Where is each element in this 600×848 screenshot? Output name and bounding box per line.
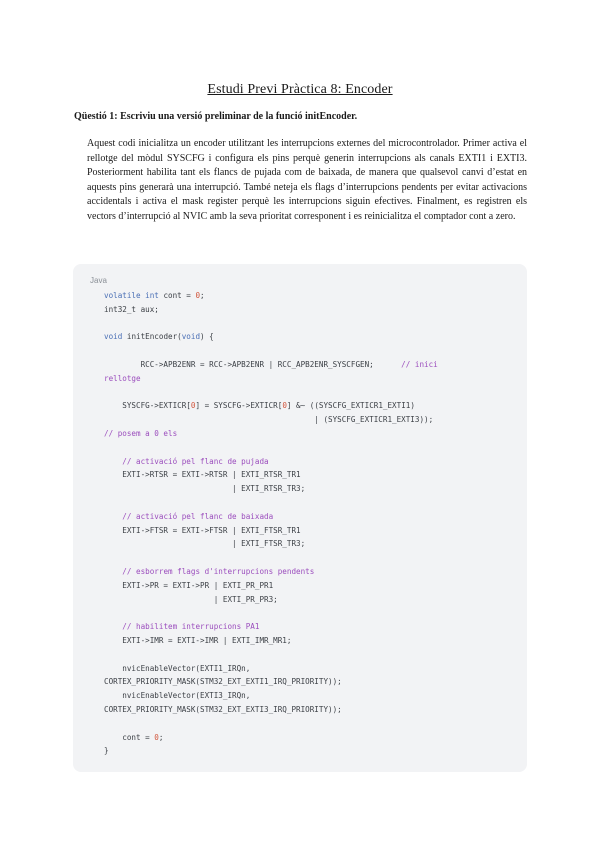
code-line [104, 565, 438, 579]
code-line [104, 399, 438, 413]
code-token: 0 [195, 291, 201, 300]
code-line [104, 675, 438, 689]
code-line [104, 289, 438, 303]
code-token: rellotge [104, 373, 141, 383]
code-line [104, 524, 438, 538]
paragraph-line: d’interrupcions pendents per evitar activacions accidentals i activa el mask register perquè les [87, 181, 528, 208]
code-token [104, 457, 122, 466]
code-token: // posem a 0 els [104, 428, 178, 438]
code-token: nvicEnableVector(EXTI1_IRQn, [104, 663, 251, 673]
code-line [104, 372, 438, 386]
code-token: nvicEnableVector(EXTI3_IRQn, [104, 691, 251, 701]
code-token: CORTEX_PRIORITY_MASK(STM32_EXT_EXTI1_IRQ_PRIORITY)); [104, 677, 342, 687]
code-line [104, 482, 438, 496]
code-token: void [181, 332, 201, 342]
code-token: RCC->APB2ENR = RCC->APB2ENR | RCC_APB2ENR_SYSCFGEN; [104, 359, 402, 369]
paragraph-line: que qualsevol canvi d’estat en aquests pins generarà una interrupció. També neteja els flags [87, 167, 528, 193]
code-token: 0 [154, 732, 159, 742]
code-line [104, 620, 438, 634]
code-token: | EXTI_FTSR_TR3; [104, 539, 306, 549]
code-token: CORTEX_PRIORITY_MASK(STM32_EXT_EXTI3_IRQ_PRIORITY)); [104, 704, 342, 714]
code-line [104, 648, 438, 662]
code-token: int32_t aux; [104, 304, 159, 314]
code-line [104, 744, 438, 758]
code-token: // activació pel flanc de pujada [122, 456, 269, 466]
code-token: ) { [200, 332, 214, 342]
paragraph-line: seva prioritat corresponent i es reinicialitza el comptador cont a zero. [239, 210, 516, 222]
code-line [104, 593, 438, 607]
code-token: cont = [158, 291, 196, 300]
code-token: } [104, 746, 109, 756]
code-line [104, 330, 438, 344]
code-token: ; [158, 732, 164, 742]
code-token: void [104, 332, 123, 342]
code-token: // esborrem flags d'interrupcions pendents [122, 566, 315, 576]
code-block [104, 289, 438, 758]
code-token: 0 [282, 401, 287, 411]
paragraph-line: Aquest codi inicialitza un encoder utilitzant les interrupcions externes del microcontrolador. [87, 138, 460, 149]
code-token: initEncoder( [122, 332, 182, 342]
code-line [104, 303, 438, 317]
code-token: // habilitem interrupcions PA1 [122, 622, 260, 632]
code-token [104, 567, 122, 576]
code-line [104, 703, 438, 717]
code-line [104, 386, 438, 400]
code-line [104, 427, 438, 441]
code-token: SYSCFG->EXTICR[ [104, 401, 191, 411]
code-line [104, 537, 438, 551]
document-title: Estudi Previ Pràctica 8: Encoder [207, 82, 393, 97]
code-line [104, 510, 438, 524]
code-token: // activació pel flanc de baixada [122, 511, 274, 521]
paragraph-line: interrupcions siguin efectives. Finalment, es registren els vectors d’interrupció al NVIC amb la [87, 196, 527, 222]
paragraph-line: canals EXTI1 i EXTI3. Posteriorment habilita tant els flancs de pujada com de baixada, de manera [87, 152, 527, 179]
code-language-label: Java [90, 276, 107, 285]
code-line [104, 344, 438, 358]
code-token: EXTI->PR = EXTI->PR | EXTI_PR_PR1 [104, 580, 274, 590]
code-card [73, 264, 527, 772]
code-line [104, 413, 438, 427]
code-line [104, 662, 438, 676]
code-token [104, 622, 122, 631]
code-token: | (SYSCFG_EXTICR1_EXTI3)); [104, 415, 434, 425]
code-line [104, 441, 438, 455]
code-token: ] = SYSCFG->EXTICR[ [195, 401, 283, 411]
code-token: EXTI->IMR = EXTI->IMR | EXTI_IMR_MR1; [104, 635, 292, 645]
code-line [104, 689, 438, 703]
code-line [104, 468, 438, 482]
code-line [104, 317, 438, 331]
code-line [104, 496, 438, 510]
code-token: EXTI->FTSR = EXTI->FTSR | EXTI_FTSR_TR1 [104, 525, 301, 535]
code-line [104, 455, 438, 469]
code-line [104, 717, 438, 731]
code-token: cont = [104, 732, 155, 742]
code-line [104, 731, 438, 745]
code-token: 0 [190, 401, 196, 411]
code-line [104, 358, 438, 372]
code-line [104, 579, 438, 593]
code-token [104, 512, 122, 521]
code-token: EXTI->RTSR = EXTI->RTSR | EXTI_RTSR_TR1 [104, 470, 301, 480]
code-token: volatile int [104, 291, 159, 300]
code-line [104, 606, 438, 620]
code-token: | EXTI_PR_PR3; [104, 594, 278, 604]
code-token: ] &~ ((SYSCFG_EXTICR1_EXTI1) [286, 401, 415, 411]
paragraph-line: Primer activa el rellotge del mòdul SYSCFG i configura els pins perquè generin interrupcions als [87, 138, 528, 164]
code-token: ; [200, 291, 205, 300]
code-token: // inici [401, 359, 438, 369]
code-line [104, 634, 438, 648]
question-heading: Qüestió 1: Escriviu una versió preliminar de la funció initEncoder. [74, 111, 358, 122]
code-token: | EXTI_RTSR_TR3; [104, 484, 306, 494]
description-paragraph [87, 137, 527, 225]
code-line [104, 551, 438, 565]
